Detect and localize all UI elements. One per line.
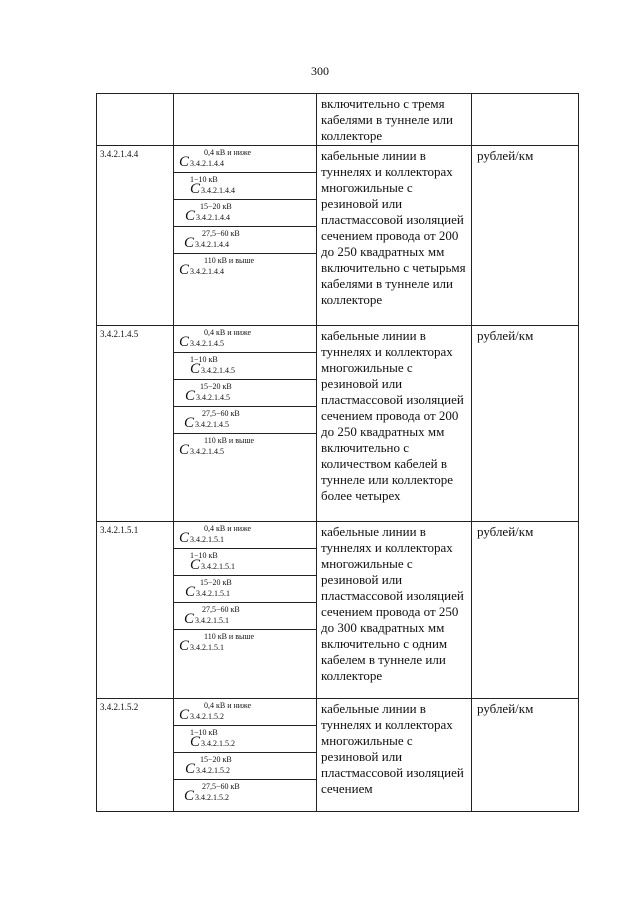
variable-voltage-superscript: 15−20 кВ [200,202,232,211]
variable-symbol: C [179,154,190,170]
variable-index-subscript: 3.4.2.1.4.5 [201,366,235,375]
variable-symbol: C [190,181,201,197]
variable-symbol: C [179,638,190,654]
variable-index-subscript: 3.4.2.1.5.2 [195,793,229,802]
variable-index-subscript: 3.4.2.1.4.4 [190,159,224,168]
variable-index-subscript: 3.4.2.1.4.5 [190,447,224,456]
cost-variable [174,434,316,460]
variable-index-subscript: 3.4.2.1.4.5 [195,420,229,429]
variable-index-subscript: 3.4.2.1.5.2 [190,712,224,721]
variable-index-subscript: 3.4.2.1.4.4 [196,213,230,222]
table-row [97,94,579,146]
cost-variable [174,326,316,353]
variable-index-subscript: 3.4.2.1.5.2 [201,739,235,748]
row-code: 3.4.2.1.4.5 [97,326,174,522]
table-row [97,326,579,522]
row-code: 3.4.2.1.5.2 [97,699,174,812]
tariff-table [96,93,579,812]
variable-voltage-superscript: 27,5−60 кВ [202,409,240,418]
variable-index-subscript: 3.4.2.1.5.1 [190,535,224,544]
variable-voltage-superscript: 0,4 кВ и ниже [204,701,252,710]
row-unit: рублей/км [472,699,579,812]
row-code: 3.4.2.1.5.1 [97,522,174,699]
row-description: включительно с тремя кабелями в туннеле или коллекторе [317,94,472,146]
cost-variable [174,549,316,576]
page-number: 300 [311,64,329,78]
variable-index-subscript: 3.4.2.1.4.5 [190,339,224,348]
variable-voltage-superscript: 110 кВ и выше [204,632,255,641]
variable-symbol: C [179,442,190,458]
cost-variable [174,173,316,200]
variable-voltage-superscript: 15−20 кВ [200,578,232,587]
cost-variable [174,254,316,280]
cost-variable [174,753,316,780]
variable-symbol: C [184,611,195,627]
cost-variables-cell [174,522,317,699]
cost-variable [174,630,316,656]
variable-voltage-superscript: 15−20 кВ [200,755,232,764]
cost-variable [174,407,316,434]
variable-index-subscript: 3.4.2.1.4.5 [196,393,230,402]
variable-voltage-superscript: 1−10 кВ [190,175,218,184]
variable-symbol: C [184,415,195,431]
variable-voltage-superscript: 27,5−60 кВ [202,782,240,791]
row-unit [472,94,579,146]
row-description: кабельные линии в туннелях и коллекторах многожильные с резиновой или пластмассовой изоляцией сечением провода от 200 до 250 квадратных мм включительно с четырьмя кабелями в туннеле или коллекторе [317,146,472,326]
row-description: кабельные линии в туннелях и коллекторах многожильные с резиновой или пластмассовой изоляцией сечением провода от 250 до 300 квадратных мм включительно с одним кабелем в туннеле или коллекторе [317,522,472,699]
variable-voltage-superscript: 27,5−60 кВ [202,229,240,238]
variable-voltage-superscript: 1−10 кВ [190,728,218,737]
variable-voltage-superscript: 110 кВ и выше [204,256,255,265]
row-description: кабельные линии в туннелях и коллекторах многожильные с резиновой или пластмассовой изоляцией сечением провода от 200 до 250 квадратных мм включительно с количеством кабелей в туннеле или коллекторе более четырех [317,326,472,522]
variable-symbol: C [184,235,195,251]
row-unit: рублей/км [472,522,579,699]
variable-symbol: C [185,584,196,600]
cost-variables-cell [174,326,317,522]
cost-variable [174,780,316,806]
variable-symbol: C [179,262,190,278]
variable-index-subscript: 3.4.2.1.5.1 [195,616,229,625]
variable-voltage-superscript: 110 кВ и выше [204,436,255,445]
variable-index-subscript: 3.4.2.1.5.1 [201,562,235,571]
variable-symbol: C [179,530,190,546]
variable-voltage-superscript: 0,4 кВ и ниже [204,524,252,533]
cost-variable [174,699,316,726]
variable-symbol: C [184,788,195,804]
variable-symbol: C [179,334,190,350]
cost-variable [174,200,316,227]
variable-index-subscript: 3.4.2.1.4.4 [201,186,235,195]
row-code: 3.4.2.1.4.4 [97,146,174,326]
variable-voltage-superscript: 0,4 кВ и ниже [204,148,252,157]
cost-variable [174,522,316,549]
variable-voltage-superscript: 27,5−60 кВ [202,605,240,614]
variable-index-subscript: 3.4.2.1.4.4 [190,267,224,276]
cost-variable [174,227,316,254]
variable-symbol: C [190,361,201,377]
cost-variable [174,726,316,753]
table-row [97,699,579,812]
cost-variable [174,146,316,173]
variable-symbol: C [179,707,190,723]
variable-symbol: C [185,761,196,777]
variable-index-subscript: 3.4.2.1.4.4 [195,240,229,249]
variable-voltage-superscript: 0,4 кВ и ниже [204,328,252,337]
cost-variables-cell [174,94,317,146]
variable-index-subscript: 3.4.2.1.5.2 [196,766,230,775]
row-unit: рублей/км [472,326,579,522]
row-code [97,94,174,146]
variable-symbol: C [185,388,196,404]
table-row [97,146,579,326]
variable-voltage-superscript: 1−10 кВ [190,551,218,560]
cost-variables-cell [174,699,317,812]
cost-variable [174,380,316,407]
variable-voltage-superscript: 15−20 кВ [200,382,232,391]
row-description: кабельные линии в туннелях и коллекторах многожильные с резиновой или пластмассовой изоляцией сечением [317,699,472,812]
cost-variables-cell [174,146,317,326]
variable-symbol: C [185,208,196,224]
variable-symbol: C [190,734,201,750]
cost-variable [174,603,316,630]
cost-variable [174,576,316,603]
variable-voltage-superscript: 1−10 кВ [190,355,218,364]
row-unit: рублей/км [472,146,579,326]
table-row [97,522,579,699]
variable-index-subscript: 3.4.2.1.5.1 [196,589,230,598]
cost-variable [174,353,316,380]
variable-symbol: C [190,557,201,573]
variable-index-subscript: 3.4.2.1.5.1 [190,643,224,652]
